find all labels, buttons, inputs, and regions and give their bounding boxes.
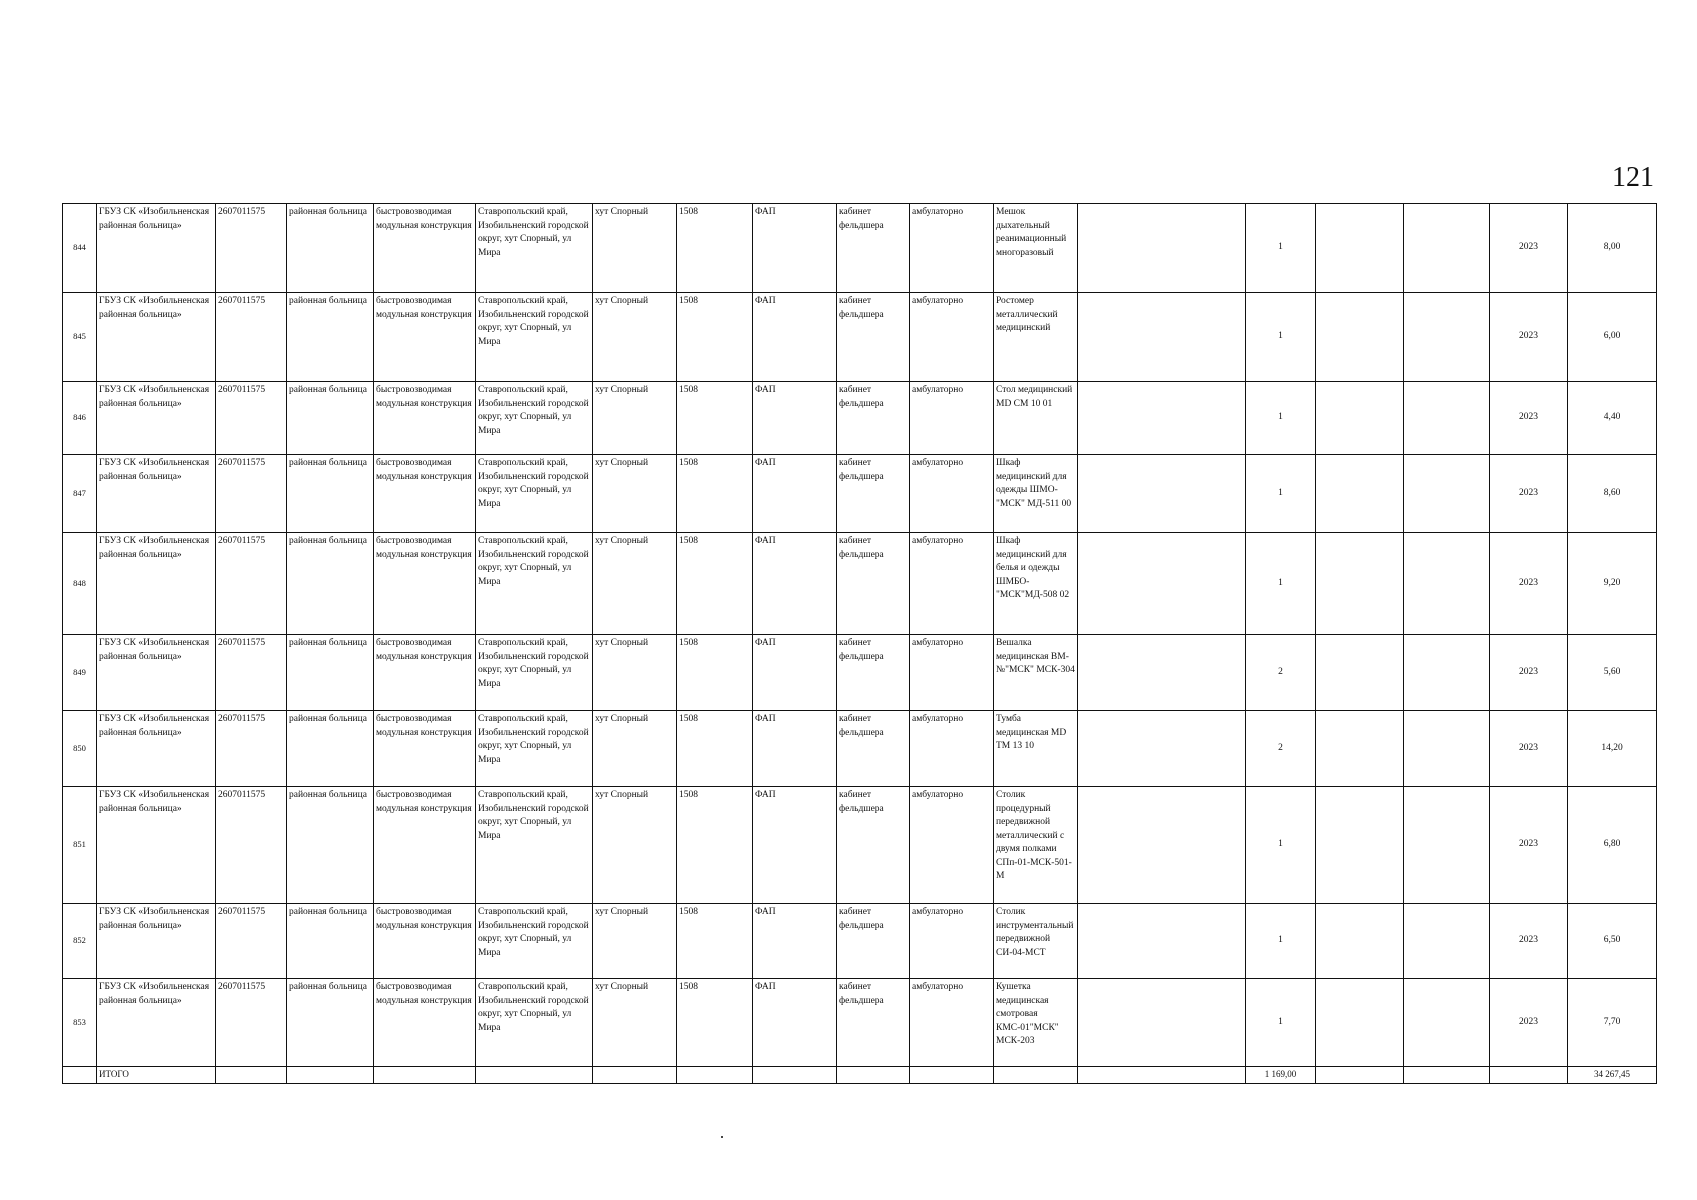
cost-value: 9,20	[1568, 533, 1657, 635]
organization-name: ГБУЗ СК «Изобильненская районная больница»	[97, 904, 216, 979]
equipment-name: Ростомер металлический медицинский	[994, 293, 1078, 382]
room-name: кабинет фельдшера	[837, 455, 910, 533]
care-mode: амбулаторно	[910, 635, 994, 711]
organization-type: районная больница	[287, 455, 374, 533]
quantity-value: 1	[1246, 533, 1316, 635]
quantity-value: 1	[1246, 787, 1316, 904]
care-mode: амбулаторно	[910, 711, 994, 787]
construction-type: быстровозводимая модульная конструкция	[374, 204, 476, 293]
page-number: 121	[1612, 162, 1654, 193]
row-number: 850	[63, 711, 97, 787]
empty-cell	[1404, 635, 1490, 711]
population-value: 1508	[677, 979, 753, 1067]
empty-cell	[1316, 711, 1404, 787]
room-name: кабинет фельдшера	[837, 635, 910, 711]
settlement-name: хут Спорный	[593, 204, 677, 293]
room-name: кабинет фельдшера	[837, 293, 910, 382]
organization-name: ГБУЗ СК «Изобильненская районная больница»	[97, 787, 216, 904]
table-row	[63, 455, 1657, 533]
total-cost: 34 267,45	[1568, 1067, 1657, 1084]
organization-name: ГБУЗ СК «Изобильненская районная больница»	[97, 711, 216, 787]
empty-cell	[1078, 204, 1246, 293]
equipment-name: Вешалка медицинская ВМ-№"МСК" МСК-304	[994, 635, 1078, 711]
empty-cell	[1078, 533, 1246, 635]
address-value: Ставропольский край, Изобильненский городской округ, хут Спорный, ул Мира	[476, 787, 593, 904]
organization-type: районная больница	[287, 979, 374, 1067]
organization-type: районная больница	[287, 635, 374, 711]
quantity-value: 1	[1246, 204, 1316, 293]
organization-name: ГБУЗ СК «Изобильненская районная больница»	[97, 293, 216, 382]
empty-cell	[1316, 455, 1404, 533]
care-mode: амбулаторно	[910, 904, 994, 979]
row-number: 853	[63, 979, 97, 1067]
empty-cell	[1404, 382, 1490, 455]
population-value: 1508	[677, 533, 753, 635]
empty-cell	[1078, 382, 1246, 455]
empty-cell	[1078, 293, 1246, 382]
population-value: 1508	[677, 787, 753, 904]
settlement-name: хут Спорный	[593, 787, 677, 904]
empty-cell	[1316, 904, 1404, 979]
row-number: 846	[63, 382, 97, 455]
year-value: 2023	[1490, 382, 1568, 455]
organization-name: ГБУЗ СК «Изобильненская районная больница»	[97, 533, 216, 635]
care-mode: амбулаторно	[910, 382, 994, 455]
scan-speck	[721, 1136, 723, 1138]
construction-type: быстровозводимая модульная конструкция	[374, 711, 476, 787]
empty-cell	[1404, 979, 1490, 1067]
settlement-name: хут Спорный	[593, 293, 677, 382]
cost-value: 5,60	[1568, 635, 1657, 711]
inn-value: 2607011575	[216, 787, 287, 904]
equipment-name: Столик процедурный передвижной металлический с двумя полками СПп-01-МСК-501-М	[994, 787, 1078, 904]
quantity-value: 1	[1246, 293, 1316, 382]
year-value: 2023	[1490, 635, 1568, 711]
address-value: Ставропольский край, Изобильненский городской округ, хут Спорный, ул Мира	[476, 635, 593, 711]
inn-value: 2607011575	[216, 904, 287, 979]
empty-cell	[1316, 787, 1404, 904]
cost-value: 6,00	[1568, 293, 1657, 382]
empty-cell	[1078, 711, 1246, 787]
total-label: ИТОГО	[97, 1067, 216, 1084]
table-row	[63, 533, 1657, 635]
population-value: 1508	[677, 204, 753, 293]
address-value: Ставропольский край, Изобильненский городской округ, хут Спорный, ул Мира	[476, 711, 593, 787]
room-name: кабинет фельдшера	[837, 979, 910, 1067]
room-name: кабинет фельдшера	[837, 533, 910, 635]
address-value: Ставропольский край, Изобильненский городской округ, хут Спорный, ул Мира	[476, 533, 593, 635]
population-value: 1508	[677, 455, 753, 533]
inn-value: 2607011575	[216, 204, 287, 293]
care-mode: амбулаторно	[910, 979, 994, 1067]
facility-type: ФАП	[753, 455, 837, 533]
equipment-name: Стол медицинский MD CM 10 01	[994, 382, 1078, 455]
room-name: кабинет фельдшера	[837, 787, 910, 904]
cost-value: 7,70	[1568, 979, 1657, 1067]
quantity-value: 1	[1246, 382, 1316, 455]
address-value: Ставропольский край, Изобильненский городской округ, хут Спорный, ул Мира	[476, 204, 593, 293]
construction-type: быстровозводимая модульная конструкция	[374, 455, 476, 533]
inn-value: 2607011575	[216, 711, 287, 787]
address-value: Ставропольский край, Изобильненский городской округ, хут Спорный, ул Мира	[476, 979, 593, 1067]
inn-value: 2607011575	[216, 455, 287, 533]
population-value: 1508	[677, 635, 753, 711]
settlement-name: хут Спорный	[593, 382, 677, 455]
equipment-name: Шкаф медицинский для одежды ШМО-"МСК" МД-511 00	[994, 455, 1078, 533]
equipment-name: Кушетка медицинская смотровая КМС-01"МСК" МСК-203	[994, 979, 1078, 1067]
year-value: 2023	[1490, 711, 1568, 787]
care-mode: амбулаторно	[910, 204, 994, 293]
organization-name: ГБУЗ СК «Изобильненская районная больница»	[97, 382, 216, 455]
empty-cell	[1404, 533, 1490, 635]
row-number: 848	[63, 533, 97, 635]
row-number: 844	[63, 204, 97, 293]
year-value: 2023	[1490, 455, 1568, 533]
cost-value: 14,20	[1568, 711, 1657, 787]
room-name: кабинет фельдшера	[837, 382, 910, 455]
empty-cell	[1404, 787, 1490, 904]
organization-type: районная больница	[287, 204, 374, 293]
year-value: 2023	[1490, 204, 1568, 293]
facility-type: ФАП	[753, 787, 837, 904]
organization-name: ГБУЗ СК «Изобильненская районная больница»	[97, 204, 216, 293]
organization-type: районная больница	[287, 787, 374, 904]
table-row	[63, 904, 1657, 979]
empty-cell	[1078, 904, 1246, 979]
quantity-value: 1	[1246, 904, 1316, 979]
table-row	[63, 711, 1657, 787]
address-value: Ставропольский край, Изобильненский городской округ, хут Спорный, ул Мира	[476, 455, 593, 533]
construction-type: быстровозводимая модульная конструкция	[374, 293, 476, 382]
empty-cell	[1078, 455, 1246, 533]
inn-value: 2607011575	[216, 979, 287, 1067]
equipment-name: Столик инструментальный передвижной СИ-04-МСТ	[994, 904, 1078, 979]
cost-value: 4,40	[1568, 382, 1657, 455]
equipment-name: Тумба медицинская MD TM 13 10	[994, 711, 1078, 787]
empty-cell	[1404, 293, 1490, 382]
address-value: Ставропольский край, Изобильненский городской округ, хут Спорный, ул Мира	[476, 293, 593, 382]
room-name: кабинет фельдшера	[837, 904, 910, 979]
total-row	[63, 1067, 1657, 1084]
population-value: 1508	[677, 711, 753, 787]
construction-type: быстровозводимая модульная конструкция	[374, 787, 476, 904]
address-value: Ставропольский край, Изобильненский городской округ, хут Спорный, ул Мира	[476, 382, 593, 455]
empty-cell	[1078, 787, 1246, 904]
year-value: 2023	[1490, 979, 1568, 1067]
inn-value: 2607011575	[216, 293, 287, 382]
quantity-value: 2	[1246, 635, 1316, 711]
population-value: 1508	[677, 904, 753, 979]
organization-type: районная больница	[287, 382, 374, 455]
population-value: 1508	[677, 382, 753, 455]
organization-type: районная больница	[287, 533, 374, 635]
facility-type: ФАП	[753, 293, 837, 382]
cost-value: 8,00	[1568, 204, 1657, 293]
quantity-value: 1	[1246, 979, 1316, 1067]
settlement-name: хут Спорный	[593, 635, 677, 711]
table-row	[63, 382, 1657, 455]
settlement-name: хут Спорный	[593, 711, 677, 787]
facility-type: ФАП	[753, 635, 837, 711]
facility-type: ФАП	[753, 904, 837, 979]
year-value: 2023	[1490, 293, 1568, 382]
equipment-name: Шкаф медицинский для белья и одежды ШМБО-"МСК"МД-508 02	[994, 533, 1078, 635]
construction-type: быстровозводимая модульная конструкция	[374, 382, 476, 455]
organization-type: районная больница	[287, 293, 374, 382]
empty-cell	[1078, 635, 1246, 711]
empty-cell	[1404, 711, 1490, 787]
year-value: 2023	[1490, 904, 1568, 979]
room-name: кабинет фельдшера	[837, 711, 910, 787]
construction-type: быстровозводимая модульная конструкция	[374, 979, 476, 1067]
settlement-name: хут Спорный	[593, 533, 677, 635]
year-value: 2023	[1490, 787, 1568, 904]
organization-name: ГБУЗ СК «Изобильненская районная больница»	[97, 455, 216, 533]
address-value: Ставропольский край, Изобильненский городской округ, хут Спорный, ул Мира	[476, 904, 593, 979]
equipment-name: Мешок дыхательный реанимационный многоразовый	[994, 204, 1078, 293]
row-number: 845	[63, 293, 97, 382]
population-value: 1508	[677, 293, 753, 382]
organization-name: ГБУЗ СК «Изобильненская районная больница»	[97, 635, 216, 711]
year-value: 2023	[1490, 533, 1568, 635]
inn-value: 2607011575	[216, 382, 287, 455]
facility-type: ФАП	[753, 382, 837, 455]
empty-cell	[1404, 455, 1490, 533]
row-number: 847	[63, 455, 97, 533]
construction-type: быстровозводимая модульная конструкция	[374, 533, 476, 635]
table-row	[63, 293, 1657, 382]
care-mode: амбулаторно	[910, 293, 994, 382]
table-row	[63, 979, 1657, 1067]
empty-cell	[1404, 904, 1490, 979]
empty-cell	[1316, 293, 1404, 382]
empty-cell	[1316, 635, 1404, 711]
organization-type: районная больница	[287, 711, 374, 787]
organization-type: районная больница	[287, 904, 374, 979]
empty-cell	[1316, 204, 1404, 293]
room-name: кабинет фельдшера	[837, 204, 910, 293]
empty-cell	[1316, 533, 1404, 635]
quantity-value: 1	[1246, 455, 1316, 533]
empty-cell	[1316, 382, 1404, 455]
empty-cell	[1078, 979, 1246, 1067]
settlement-name: хут Спорный	[593, 979, 677, 1067]
construction-type: быстровозводимая модульная конструкция	[374, 904, 476, 979]
care-mode: амбулаторно	[910, 787, 994, 904]
facility-type: ФАП	[753, 711, 837, 787]
total-qty: 1 169,00	[1246, 1067, 1316, 1084]
table-row	[63, 204, 1657, 293]
cost-value: 8,60	[1568, 455, 1657, 533]
organization-name: ГБУЗ СК «Изобильненская районная больница»	[97, 979, 216, 1067]
facility-type: ФАП	[753, 979, 837, 1067]
care-mode: амбулаторно	[910, 533, 994, 635]
equipment-registry-table	[62, 203, 1657, 1084]
settlement-name: хут Спорный	[593, 904, 677, 979]
facility-type: ФАП	[753, 533, 837, 635]
quantity-value: 2	[1246, 711, 1316, 787]
total-num-cell	[63, 1067, 97, 1084]
cost-value: 6,80	[1568, 787, 1657, 904]
facility-type: ФАП	[753, 204, 837, 293]
empty-cell	[1316, 979, 1404, 1067]
row-number: 849	[63, 635, 97, 711]
inn-value: 2607011575	[216, 635, 287, 711]
table-row	[63, 787, 1657, 904]
row-number: 851	[63, 787, 97, 904]
construction-type: быстровозводимая модульная конструкция	[374, 635, 476, 711]
table-row	[63, 635, 1657, 711]
settlement-name: хут Спорный	[593, 455, 677, 533]
empty-cell	[1404, 204, 1490, 293]
inn-value: 2607011575	[216, 533, 287, 635]
row-number: 852	[63, 904, 97, 979]
care-mode: амбулаторно	[910, 455, 994, 533]
cost-value: 6,50	[1568, 904, 1657, 979]
